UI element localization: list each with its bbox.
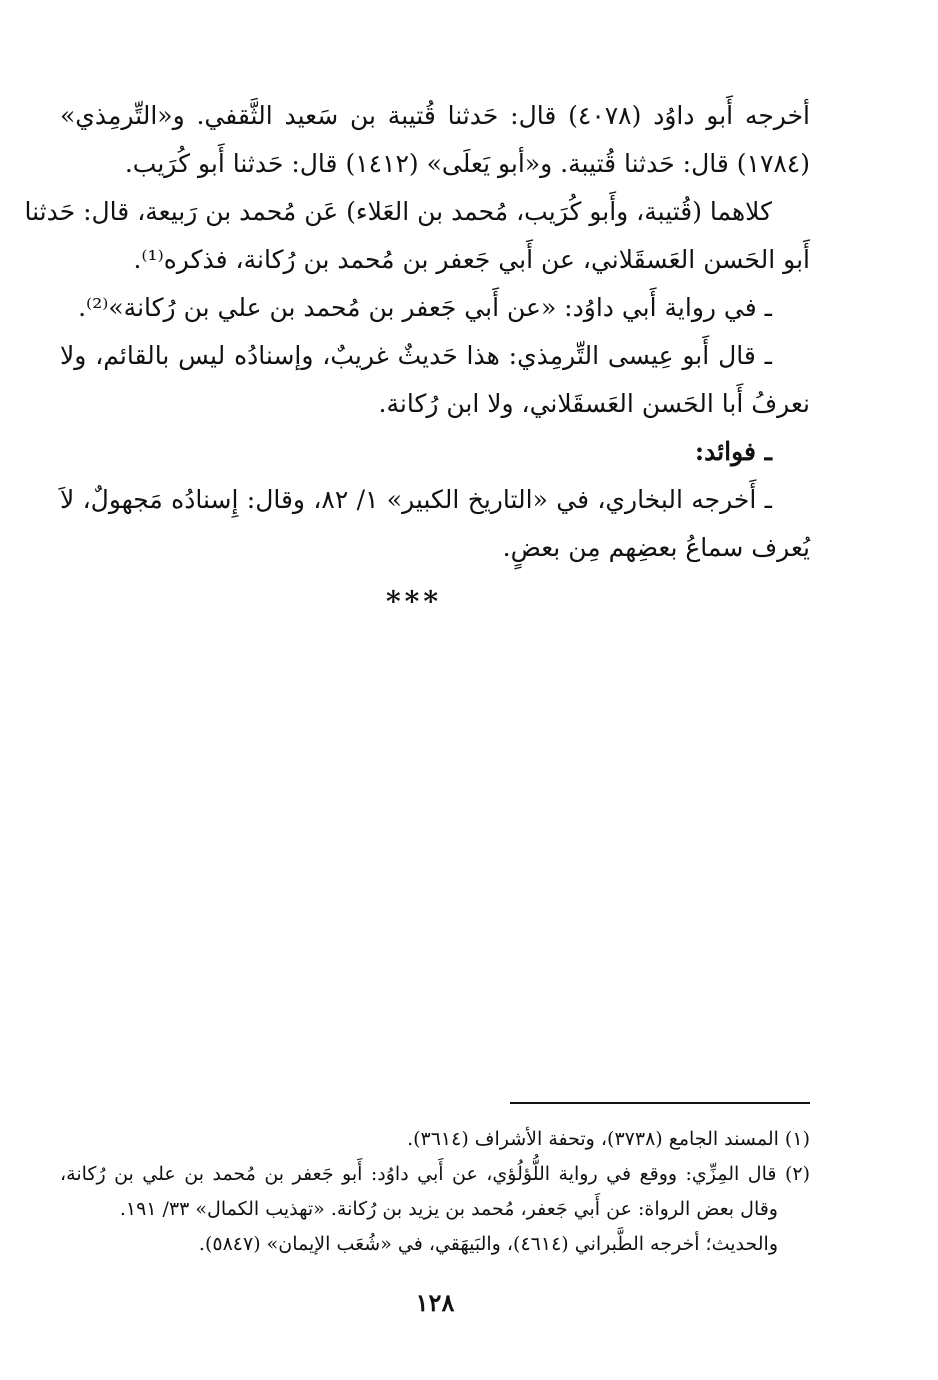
text-line: نعرفُ أَبا الحَسن العَسقَلاني، ولا ابن رُكانة.: [378, 389, 810, 418]
footnotes: [60, 1122, 810, 1262]
text-line: ـ قال أَبو عِيسى التِّرمِذي: هذا حَديثٌ غريبٌ، وإسنادُه ليس بالقائم، ولا: [60, 341, 772, 370]
section-heading: ـ فوائد:: [694, 437, 772, 466]
footnote-line: (١) المسند الجامع (٣٧٣٨)، وتحفة الأشراف (٣٦١٤).: [407, 1128, 810, 1150]
footnote-line: (٢) قال المِزِّي: ووقع في رواية اللُّؤلُؤي، عن أَبي داوُد: أَبو جَعفر بن مُحمد بن علي بن رُكانة،: [60, 1163, 810, 1185]
text-line: ـ أَخرجه البخاري، في «التاريخ الكبير» ١/ ٨٢، وقال: إِسنادُه مَجهولٌ، لاَ: [60, 485, 772, 514]
page-number: ١٢٨: [415, 1288, 455, 1317]
text-line: (١٧٨٤) قال: حَدثنا قُتيبة. و«أبو يَعلَى» (١٤١٢) قال: حَدثنا أَبو كُرَيب.: [124, 149, 810, 178]
text-line: أخرجه أَبو داوُد (٤٠٧٨) قال: حَدثنا قُتيبة بن سَعيد الثَّقفي. و«التِّرمِذي»: [60, 101, 811, 130]
text-line: أَبو الحَسن العَسقَلاني، عن أَبي جَعفر بن مُحمد بن رُكانة، فذكره⁽¹⁾.: [133, 245, 810, 274]
book-page: [24, 92, 811, 1322]
text-line: كلاهما (قُتيبة، وأَبو كُرَيب، مُحمد بن العَلاء) عَن مُحمد بن رَبيعة، قال: حَدثنا: [24, 197, 772, 226]
main-text: [24, 92, 811, 626]
text-line: يُعرف سماعُ بعضِهم مِن بعضٍ.: [502, 533, 810, 562]
footnote-divider: [510, 1102, 810, 1104]
section-separator: ***: [386, 585, 442, 618]
footnote-line: والحديث؛ أخرجه الطَّبراني (٤٦١٤)، والبَيهَقي، في «شُعَب الإيمان» (٥٨٤٧).: [198, 1233, 778, 1255]
footnote-line: وقال بعض الرواة: عن أَبي جَعفر، مُحمد بن يزيد بن رُكانة. «تهذيب الكمال» ٣٣/ ١٩١.: [119, 1198, 778, 1220]
text-line: ـ في رواية أَبي داوُد: «عن أَبي جَعفر بن مُحمد بن علي بن رُكانة»⁽²⁾.: [78, 293, 772, 322]
